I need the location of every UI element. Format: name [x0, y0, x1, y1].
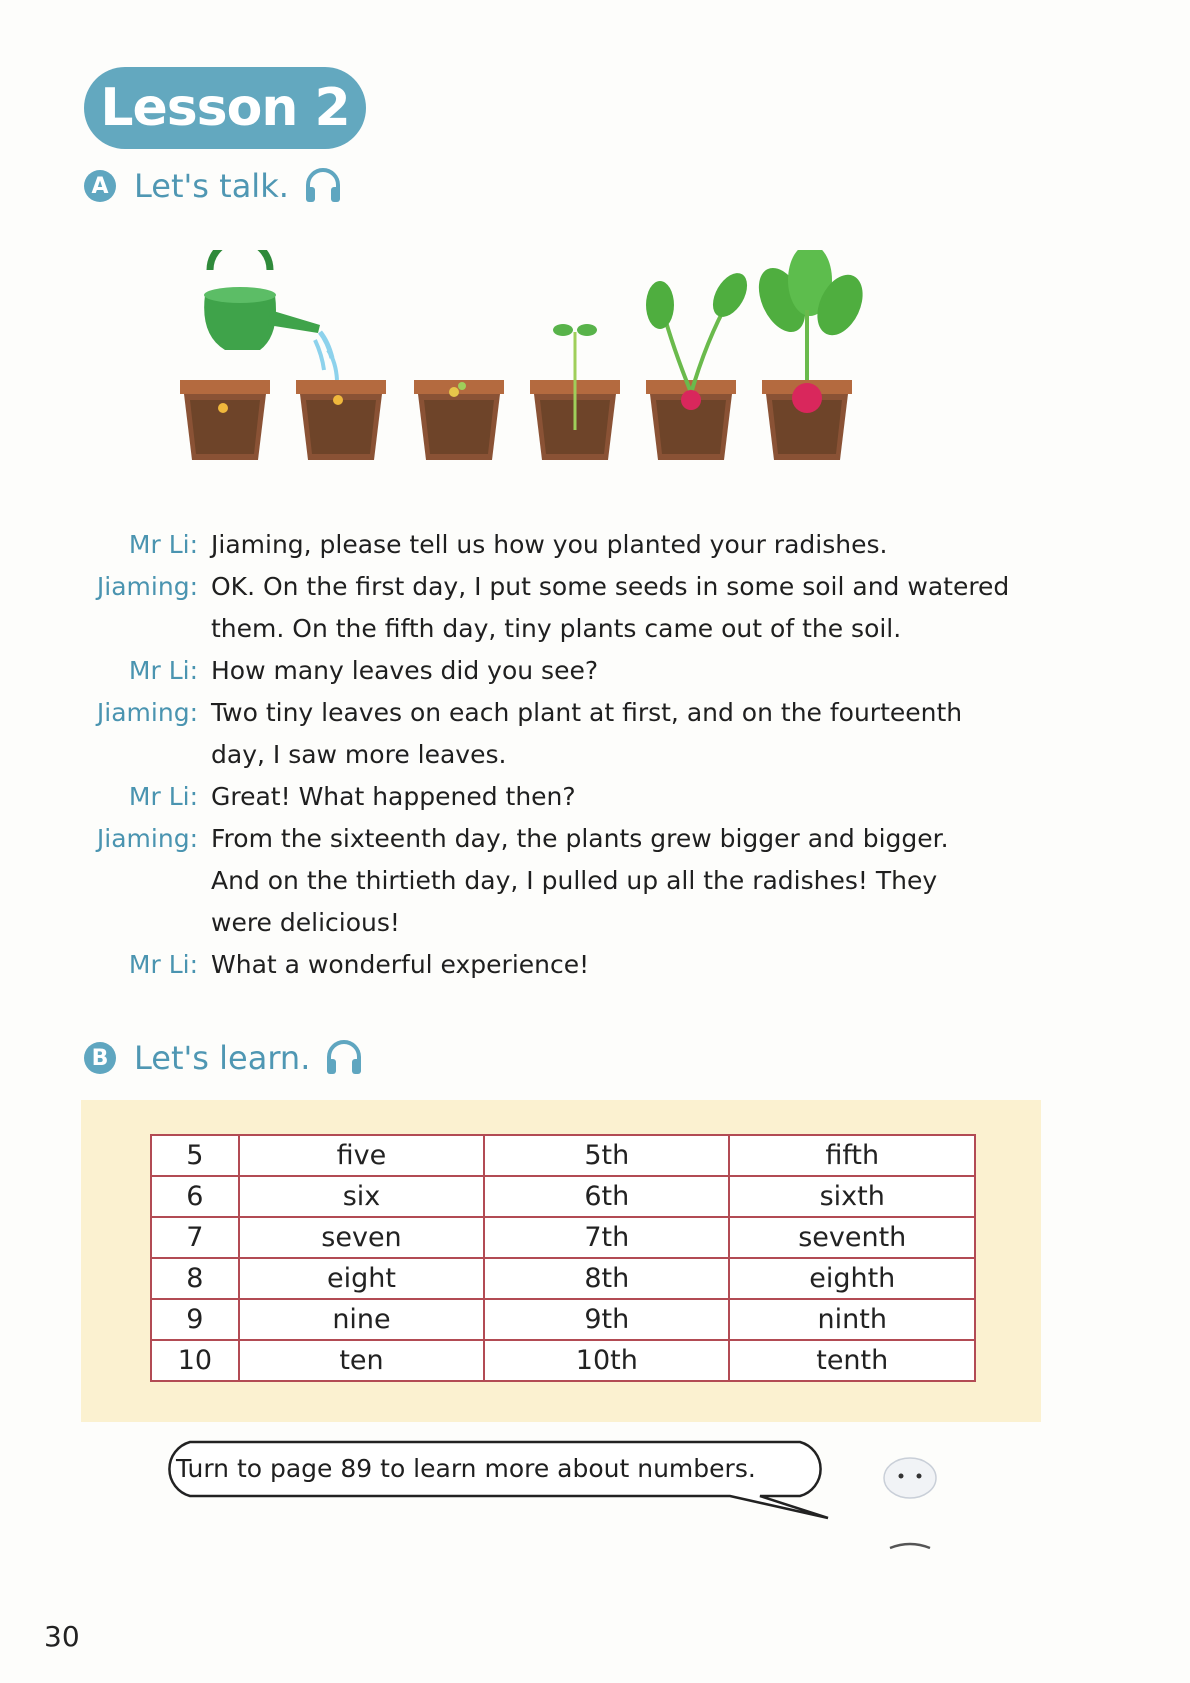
table-row [151, 1299, 975, 1340]
lesson-title: Lesson 2 [100, 78, 350, 138]
dialogue-line [0, 734, 1190, 776]
headphones-icon[interactable] [324, 1039, 364, 1077]
table-cell: 10th [484, 1340, 729, 1381]
table-cell: tenth [729, 1340, 975, 1381]
speaker-name: Mr Li: [128, 656, 198, 685]
table-cell: 10 [151, 1340, 239, 1381]
speech-bubble-text: Turn to page 89 to learn more about numbers. [176, 1453, 756, 1483]
speech-text: Jiaming, please tell us how you planted your radishes. [211, 530, 888, 559]
speaker-name: Mr Li: [128, 782, 198, 811]
pot-2 [296, 380, 386, 460]
dialogue-line [0, 608, 1190, 650]
table-cell: ninth [729, 1299, 975, 1340]
section-a-title: Let's talk. [134, 167, 289, 205]
speaker-name: Jiaming: [96, 824, 198, 853]
page-number: 30 [44, 1620, 80, 1653]
table-row [151, 1258, 975, 1299]
table-row [151, 1340, 975, 1381]
speech-text: OK. On the first day, I put some seeds in some soil and watered [211, 572, 1010, 601]
table-cell: eight [239, 1258, 484, 1299]
table-cell: 7th [484, 1217, 729, 1258]
table-cell: sixth [729, 1176, 975, 1217]
speech-text: What a wonderful experience! [211, 950, 590, 979]
headphones-icon[interactable] [303, 167, 343, 205]
table-cell: five [239, 1135, 484, 1176]
dialogue-line [0, 650, 1190, 692]
section-b-heading [84, 1036, 364, 1080]
lesson-title-pill [84, 67, 366, 149]
speech-text: And on the thirtieth day, I pulled up all the radishes! They [211, 866, 938, 895]
table-cell: 7 [151, 1217, 239, 1258]
pot-1 [180, 380, 270, 460]
table-cell: 9 [151, 1299, 239, 1340]
pot-6 [750, 250, 872, 460]
speaker-name: Mr Li: [128, 530, 198, 559]
table-cell: eighth [729, 1258, 975, 1299]
watering-can-icon [204, 250, 337, 380]
pot-3 [414, 380, 504, 460]
pot-4 [530, 324, 620, 460]
speech-text: them. On the fifth day, tiny plants came out of the soil. [211, 614, 902, 643]
radish-growth-illustration [170, 250, 950, 500]
pot-5 [646, 267, 754, 460]
speaker-name: Jiaming: [96, 572, 198, 601]
dialogue-line [0, 524, 1190, 566]
section-b-title: Let's learn. [134, 1039, 311, 1077]
table-cell: ten [239, 1340, 484, 1381]
dialogue-line [0, 860, 1190, 902]
dialogue-line [0, 692, 1190, 734]
speech-text: day, I saw more leaves. [211, 740, 507, 769]
numbers-table [150, 1134, 976, 1382]
table-row [151, 1217, 975, 1258]
table-row [151, 1176, 975, 1217]
table-cell: six [239, 1176, 484, 1217]
speech-text: were delicious! [211, 908, 400, 937]
table-cell: seventh [729, 1217, 975, 1258]
speech-text: From the sixteenth day, the plants grew bigger and bigger. [211, 824, 949, 853]
table-cell: 9th [484, 1299, 729, 1340]
table-cell: 5 [151, 1135, 239, 1176]
section-a-badge: A [84, 170, 116, 202]
speech-text: How many leaves did you see? [211, 656, 599, 685]
dialogue-line [0, 776, 1190, 818]
dialogue-line [0, 566, 1190, 608]
table-row [151, 1135, 975, 1176]
mascot-figure [870, 1448, 950, 1568]
speech-text: Two tiny leaves on each plant at first, and on the fourteenth [211, 698, 963, 727]
table-cell: 8 [151, 1258, 239, 1299]
speaker-name: Jiaming: [96, 698, 198, 727]
section-b-badge: B [84, 1042, 116, 1074]
table-cell: nine [239, 1299, 484, 1340]
table-cell: 6th [484, 1176, 729, 1217]
section-a-heading [84, 164, 343, 208]
table-cell: 5th [484, 1135, 729, 1176]
table-cell: 6 [151, 1176, 239, 1217]
table-cell: fifth [729, 1135, 975, 1176]
table-cell: seven [239, 1217, 484, 1258]
dialogue-line [0, 818, 1190, 860]
speaker-name: Mr Li: [128, 950, 198, 979]
speech-text: Great! What happened then? [211, 782, 576, 811]
table-cell: 8th [484, 1258, 729, 1299]
dialogue [0, 524, 1190, 986]
dialogue-line [0, 944, 1190, 986]
dialogue-line [0, 902, 1190, 944]
